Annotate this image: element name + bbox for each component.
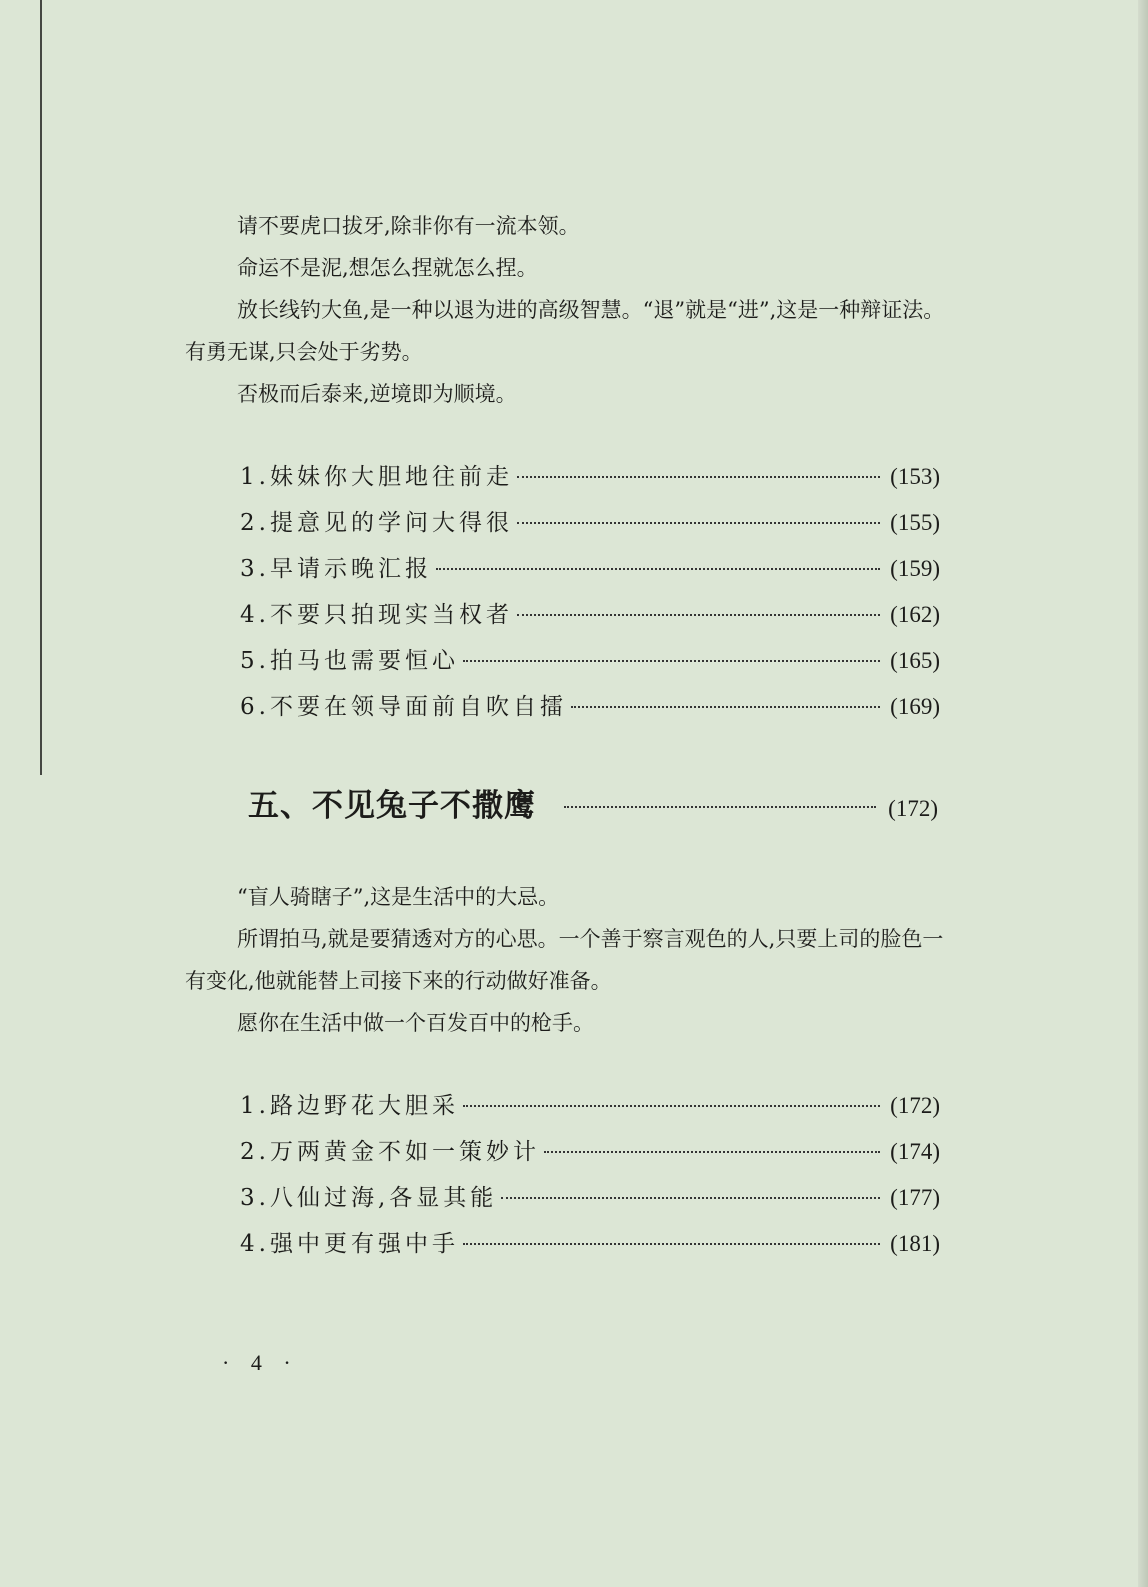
- section-heading[interactable]: [248, 780, 938, 825]
- toc-entry-title: 1.路边野花大胆采: [240, 1093, 459, 1119]
- leader-dots: [501, 1197, 880, 1199]
- toc-list-a: [240, 458, 940, 734]
- toc-entry-page: (159): [890, 556, 940, 581]
- toc-entry-title: 3.早请示晚汇报: [240, 556, 432, 582]
- toc-list-b: [240, 1087, 940, 1271]
- toc-entry[interactable]: [240, 642, 940, 688]
- toc-entry[interactable]: [240, 1225, 940, 1271]
- intro-paragraph: 命运不是泥,想怎么捏就怎么捏。: [237, 256, 538, 280]
- section-title: 五、不见兔子不撒鹰: [248, 788, 536, 824]
- toc-entry-title: 5.拍马也需要恒心: [240, 648, 459, 674]
- leader-dots: [517, 614, 880, 616]
- toc-entry-page: (153): [890, 464, 940, 489]
- toc-entry-title: 4.不要只拍现实当权者: [240, 602, 513, 628]
- leader-dots: [463, 660, 880, 662]
- toc-entry-title: 2.提意见的学问大得很: [240, 510, 513, 536]
- page-edge: [1138, 0, 1148, 1587]
- toc-entry-page: (174): [890, 1139, 940, 1164]
- toc-entry-page: (155): [890, 510, 940, 535]
- toc-entry[interactable]: [240, 1087, 940, 1133]
- leader-dots: [564, 806, 876, 808]
- leader-dots: [436, 568, 880, 570]
- toc-entry-page: (162): [890, 602, 940, 627]
- toc-entry[interactable]: [240, 504, 940, 550]
- leader-dots: [463, 1243, 880, 1245]
- leader-dots: [517, 476, 880, 478]
- toc-entry[interactable]: [240, 1133, 940, 1179]
- intro-paragraph: 否极而后泰来,逆境即为顺境。: [237, 382, 517, 406]
- leader-dots: [571, 706, 880, 708]
- section-paragraph: 所谓拍马,就是要猜透对方的心思。一个善于察言观色的人,只要上司的脸色一有变化,他就能替上司接下来的行动做好准备。: [185, 927, 944, 993]
- toc-entry[interactable]: [240, 550, 940, 596]
- toc-entry-page: (181): [890, 1231, 940, 1256]
- toc-entry-title: 3.八仙过海,各显其能: [240, 1185, 498, 1211]
- section-paragraph: “盲人骑瞎子”,这是生活中的大忌。: [237, 885, 560, 909]
- toc-entry[interactable]: [240, 1179, 940, 1225]
- section-paragraph: 愿你在生活中做一个百发百中的枪手。: [237, 1011, 594, 1035]
- toc-entry-page: (169): [890, 694, 940, 719]
- toc-entry[interactable]: [240, 596, 940, 642]
- binding-line: [40, 0, 42, 775]
- toc-entry-title: 4.强中更有强中手: [240, 1231, 459, 1257]
- page-number: · 4 ·: [222, 1350, 299, 1375]
- toc-entry[interactable]: [240, 458, 940, 504]
- leader-dots: [517, 522, 880, 524]
- toc-entry-title: 1.妹妹你大胆地往前走: [240, 464, 513, 490]
- leader-dots: [544, 1151, 880, 1153]
- toc-entry-page: (165): [890, 648, 940, 673]
- intro-text: [185, 205, 945, 415]
- intro-paragraph: 请不要虎口拔牙,除非你有一流本领。: [237, 214, 580, 238]
- toc-entry-page: (172): [890, 1093, 940, 1118]
- leader-dots: [463, 1105, 880, 1107]
- toc-entry-title: 2.万两黄金不如一策妙计: [240, 1139, 540, 1165]
- toc-entry-title: 6.不要在领导面前自吹自擂: [240, 694, 567, 720]
- toc-entry-page: (177): [890, 1185, 940, 1210]
- intro-paragraph: 放长线钓大鱼,是一种以退为进的高级智慧。“退”就是“进”,这是一种辩证法。有勇无谋,只会处于劣势。: [185, 298, 945, 364]
- section-page: (172): [888, 796, 938, 821]
- section-text: [185, 876, 945, 1044]
- toc-entry[interactable]: [240, 688, 940, 734]
